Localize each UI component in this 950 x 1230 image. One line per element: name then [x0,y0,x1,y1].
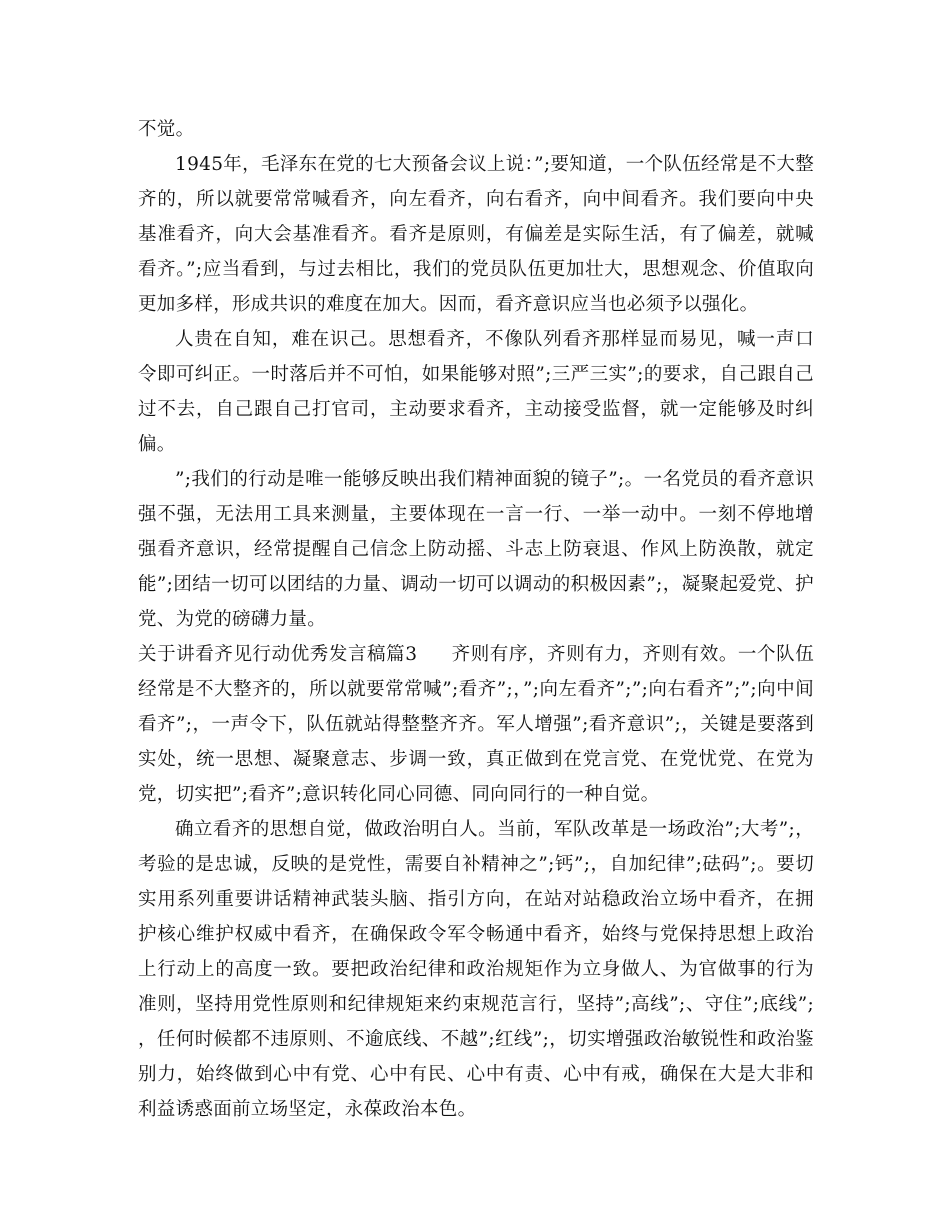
paragraph-continuation: 不觉。 [138,119,195,140]
paragraph-mirror: ”;我们的行动是唯一能够反映出我们精神面貌的镜子”;。一名党员的看齐意识强不强，无法用工具来测量，主要体现在一言一行、一举一动中。一刻不停地增强看齐意识，经常提醒自己信念上防动摇、斗志上防衰退、作风上防涣散，就定能”;团结一切可以团结的力量、调动一切可以调动的积极因素”;，凝聚起爱党、护党、为党的磅礴力量。 [138,469,814,630]
document-body [138,112,814,1127]
paragraph-1945-quote: 1945年，毛泽东在党的七大预备会议上说：”;要知道，一个队伍经常是不大整齐的，所以就要常常喊看齐，向左看齐，向右看齐，向中间看齐。我们要向中央基准看齐，向大会基准看齐。看齐是原则，有偏差是实际生活，有了偏差，就喊看齐。”;应当看到，与过去相比，我们的党员队伍更加壮大，思想观念、价值取向更加多样，形成共识的难度在加大。因而，看齐意识应当也必须予以强化。 [138,154,814,315]
section-heading: 关于讲看齐见行动优秀发言稿篇3 [138,644,418,665]
section-first-paragraph: 齐则有序，齐则有力，齐则有效。一个队伍经常是不大整齐的，所以就要常常喊”;看齐”;，”;向左看齐”;”;向右看齐”;”;向中间看齐”;，一声令下，队伍就站得整整齐齐。军人增强”;看齐意识”;，关键是要落到实处，统一思想、凝聚意志、步调一致，真正做到在党言党、在党忧党、在党为党，切实把”;看齐”;意识转化同心同德、同向同行的一种自觉。 [138,644,814,805]
paragraph-political-awareness: 确立看齐的思想自觉，做政治明白人。当前，军队改革是一场政治”;大考”;，考验的是忠诚，反映的是党性，需要自补精神之”;钙”;，自加纪律”;砝码”;。要切实用系列重要讲话精神武装头脑、指引方向，在站对站稳政治立场中看齐，在拥护核心维护权威中看齐，在确保政令军令畅通中看齐，始终与党保持思想上政治上行动上的高度一致。要把政治纪律和政治规矩作为立身做人、为官做事的行为准则，坚持用党性原则和纪律规矩来约束规范言行，坚持”;高线”;、守住”;底线”;，任何时候都不违原则、不逾底线、不越”;红线”;，切实增强政治敏锐性和政治鉴别力，始终做到心中有党、心中有民、心中有责、心中有戒，确保在大是大非和利益诱惑面前立场坚定，永葆政治本色。 [138,819,814,1120]
paragraph-self-knowledge: 人贵在自知，难在识己。思想看齐，不像队列看齐那样显而易见，喊一声口令即可纠正。一时落后并不可怕，如果能够对照”;三严三实”;的要求，自己跟自己过不去，自己跟自己打官司，主动要求看齐，主动接受监督，就一定能够及时纠偏。 [138,329,814,455]
section-3-block [138,637,814,812]
